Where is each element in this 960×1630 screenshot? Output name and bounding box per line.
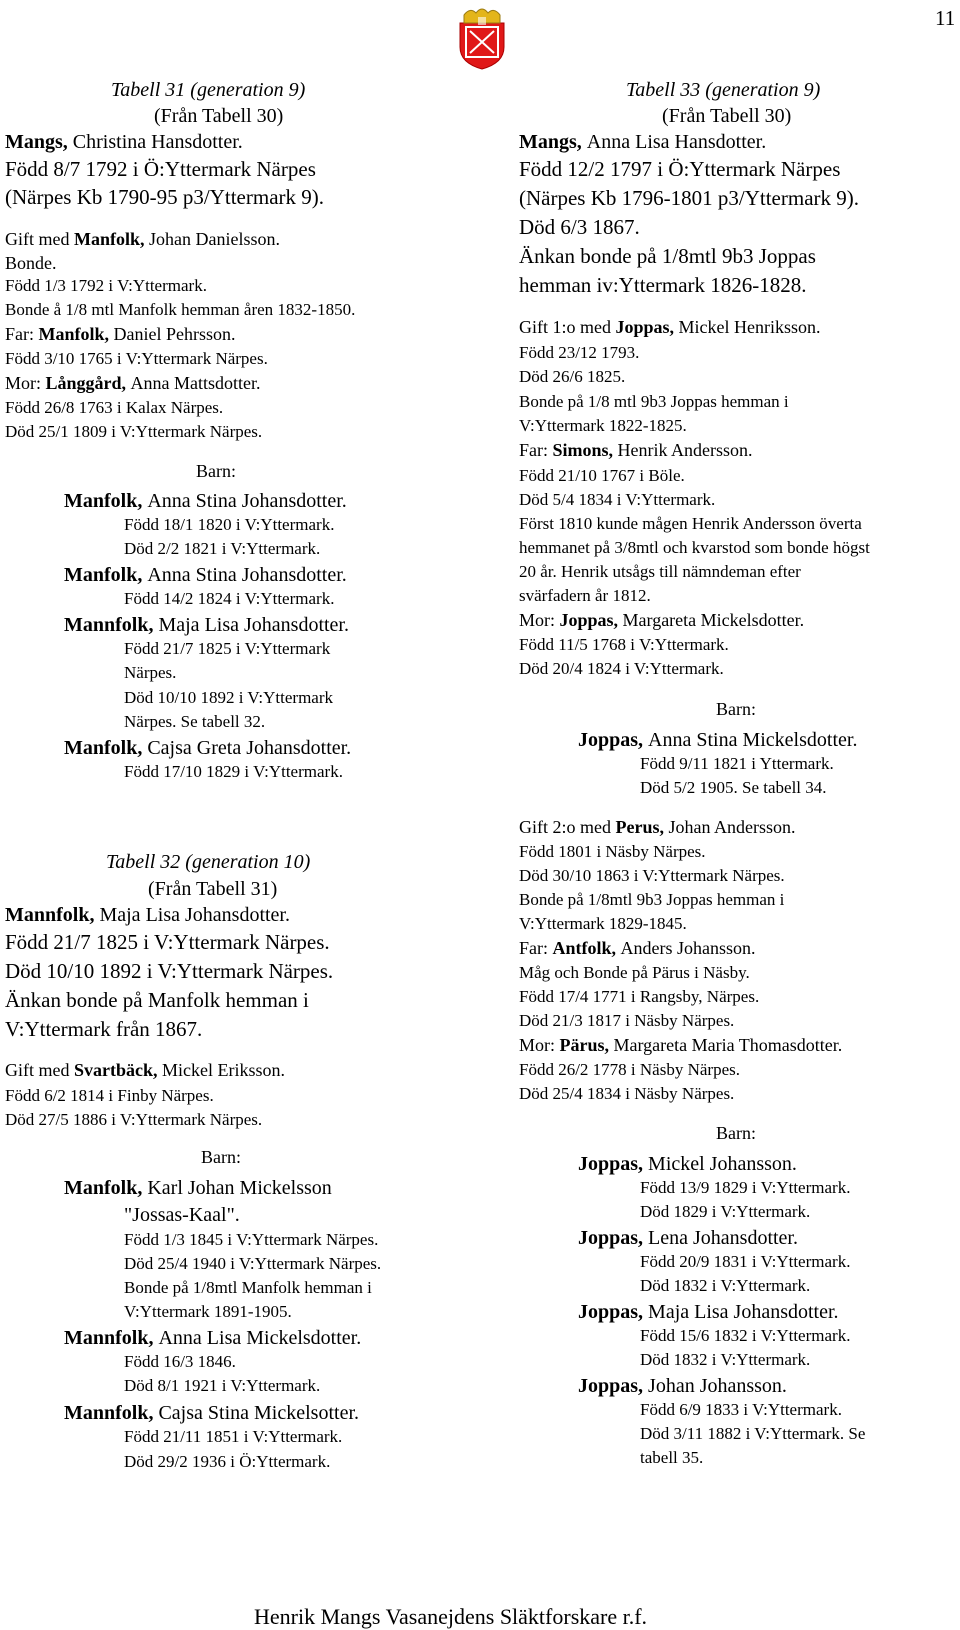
right-text-line (640, 1253, 850, 1270)
surname: Mangs, (519, 131, 587, 153)
line-text: Johan Andersson. (668, 817, 796, 837)
line-text: Död 3/11 1882 i V:Yttermark. Se (640, 1424, 866, 1443)
right-text-line (519, 1012, 734, 1029)
right-text-line (519, 393, 789, 410)
right-text-line (519, 368, 625, 385)
line-text: Lena Johansdotter. (648, 1227, 798, 1249)
left-text-line (5, 325, 236, 343)
left-text-line (124, 590, 334, 607)
line-text: Anna Stina Johansdotter. (147, 490, 347, 512)
right-text-line (519, 344, 639, 361)
left-text-line (124, 664, 176, 681)
line-text: Död 20/4 1824 i V:Yttermark. (519, 659, 724, 678)
line-text: Född 14/2 1824 i V:Yttermark. (124, 589, 335, 608)
surname: Joppas, (578, 1227, 649, 1249)
right-text-line (640, 779, 827, 796)
line-text: Död 5/2 1905. Se tabell 34. (640, 778, 827, 797)
line-text: Död 25/4 1940 i V:Yttermark Närpes. (124, 1254, 382, 1273)
right-text-line (519, 246, 816, 267)
right-text-line (519, 491, 715, 508)
line-text: Född 23/12 1793. (519, 343, 640, 362)
surname: Manfolk, (74, 229, 150, 249)
right-text-line (640, 1401, 842, 1418)
line-text: Daniel Pehrsson. (113, 324, 236, 344)
line-text: Mickel Johansson. (648, 1153, 797, 1175)
line-text: "Jossas-Kaal". (124, 1204, 240, 1226)
surname: Svartbäck, (74, 1060, 163, 1080)
line-text: Född 21/11 1851 i V:Yttermark. (124, 1427, 343, 1446)
right-text-line (519, 964, 750, 981)
left-text-line (124, 540, 320, 557)
line-text: Änkan bonde på 1/8mtl 9b3 Joppas (519, 244, 816, 268)
surname: Joppas, (559, 610, 623, 630)
right-text-line (640, 1179, 850, 1196)
left-text-line (124, 713, 265, 730)
left-text-line (5, 423, 262, 440)
right-text-line (640, 1351, 810, 1368)
surname: Perus, (615, 817, 669, 837)
right-text-line (519, 939, 756, 957)
left-text-line (5, 1061, 285, 1079)
right-text-line (578, 730, 857, 750)
line-text: Född 1/3 1792 i V:Yttermark. (5, 276, 207, 295)
right-text-line (519, 636, 729, 653)
left-text-line (124, 1205, 240, 1225)
right-text-line (519, 988, 759, 1005)
line-text: hemman iv:Yttermark 1826-1828. (519, 273, 807, 297)
right-text-line (519, 441, 753, 459)
line-text: Närpes. Se tabell 32. (124, 712, 266, 731)
right-text-line (519, 217, 640, 238)
line-prefix: Mor: (519, 610, 560, 630)
right-text-line (519, 563, 801, 580)
line-text: Död 25/1 1809 i V:Yttermark Närpes. (5, 422, 263, 441)
surname: Mangs, (5, 131, 73, 153)
line-text: Död 25/4 1834 i Näsby Närpes. (519, 1084, 735, 1103)
left-text-line (5, 1019, 202, 1040)
left-text-line (64, 1403, 359, 1423)
right-text-line (519, 132, 766, 152)
line-prefix: Gift med (5, 1060, 74, 1080)
surname: Simons, (552, 440, 618, 460)
line-text: (Från Tabell 30) (662, 105, 792, 127)
line-text: Maja Lisa Johansdotter. (648, 1301, 839, 1323)
surname: Manfolk, (38, 324, 114, 344)
line-text: (Från Tabell 30) (154, 105, 284, 127)
left-text-line (5, 350, 268, 367)
right-text-line (640, 1203, 810, 1220)
line-text: Död 1832 i V:Yttermark. (640, 1350, 811, 1369)
line-text: hemmanet på 3/8mtl och kvarstod som bonde högst (519, 538, 870, 557)
right-text-line (519, 467, 685, 484)
left-text-line (5, 1087, 214, 1104)
line-text: Först 1810 kunde mågen Henrik Andersson överta (519, 514, 862, 533)
left-text-line (64, 1178, 332, 1198)
left-text-line (111, 80, 305, 100)
right-text-line (519, 587, 651, 604)
left-text-line (5, 187, 324, 208)
right-text-line (519, 318, 821, 336)
line-text: Född 6/2 1814 i Finby Närpes. (5, 1086, 214, 1105)
surname: Mannfolk, (64, 1402, 159, 1424)
line-text: (Närpes Kb 1796-1801 p3/Yttermark 9). (519, 186, 859, 210)
left-text-line (64, 615, 349, 635)
line-prefix: Far: (5, 324, 39, 344)
left-text-line (124, 516, 334, 533)
line-text: Född 3/10 1765 i V:Yttermark Närpes. (5, 349, 268, 368)
line-text: 20 år. Henrik utsågs till nämndeman efter (519, 562, 801, 581)
line-text: Anders Johansson. (620, 938, 756, 958)
coat-of-arms-icon (456, 5, 508, 71)
surname: Joppas, (578, 729, 649, 751)
line-text: Född 12/2 1797 i Ö:Yttermark Närpes (519, 157, 841, 181)
line-text: Död 8/1 1921 i V:Yttermark. (124, 1376, 321, 1395)
right-text-line (578, 1376, 787, 1396)
right-text-line (640, 1277, 810, 1294)
surname: Joppas, (578, 1375, 649, 1397)
line-text: Född 26/2 1778 i Näsby Närpes. (519, 1060, 740, 1079)
line-text: Född 17/4 1771 i Rangsby, Närpes. (519, 987, 760, 1006)
line-prefix: Far: (519, 938, 553, 958)
line-text: Tabell 31 (generation 9) (111, 79, 306, 101)
line-text: Död 1829 i V:Yttermark. (640, 1202, 811, 1221)
line-text: Död 27/5 1886 i V:Yttermark Närpes. (5, 1110, 263, 1129)
right-text-line (519, 1085, 734, 1102)
line-text: Mickel Eriksson. (162, 1060, 286, 1080)
line-prefix: Gift med (5, 229, 74, 249)
line-text: Maja Lisa Johansdotter. (99, 904, 290, 926)
line-text: Död 1832 i V:Yttermark. (640, 1276, 811, 1295)
line-text: Död 5/4 1834 i V:Yttermark. (519, 490, 716, 509)
surname: Joppas, (578, 1153, 649, 1175)
line-text: Född 17/10 1829 i V:Yttermark. (124, 762, 343, 781)
line-text: (Från Tabell 31) (148, 878, 278, 900)
line-text: Född 1801 i Näsby Närpes. (519, 842, 706, 861)
line-text: Död 10/10 1892 i V:Yttermark (124, 688, 334, 707)
line-text: Född 21/10 1767 i Böle. (519, 466, 685, 485)
line-text: Död 21/3 1817 i Näsby Närpes. (519, 1011, 735, 1030)
line-text: Tabell 33 (generation 9) (626, 79, 821, 101)
right-text-line (578, 1302, 839, 1322)
left-text-line (5, 254, 57, 272)
line-text: Född 16/3 1846. (124, 1352, 236, 1371)
right-text-line (578, 1228, 798, 1248)
page-footer: Henrik Mangs Vasanejdens Släktforskare r.f. (254, 1604, 648, 1629)
line-text: Margareta Mickelsdotter. (622, 610, 805, 630)
line-text: V:Yttermark från 1867. (5, 1017, 203, 1041)
right-text-line (716, 700, 756, 718)
line-text: Född 13/9 1829 i V:Yttermark. (640, 1178, 851, 1197)
line-text: V:Yttermark 1822-1825. (519, 416, 687, 435)
line-text: Johan Johansson. (648, 1375, 787, 1397)
line-text: Bonde på 1/8mtl 9b3 Joppas hemman i (519, 890, 785, 909)
left-text-line (5, 399, 223, 416)
surname: Manfolk, (64, 490, 148, 512)
line-prefix: Gift 1:o med (519, 317, 616, 337)
line-text: Född 8/7 1792 i Ö:Yttermark Närpes (5, 157, 316, 181)
left-text-line (5, 277, 207, 294)
line-text: Anna Lisa Hansdotter. (586, 131, 767, 153)
left-text-line (124, 1353, 236, 1370)
left-text-line (5, 1111, 262, 1128)
line-text: V:Yttermark 1829-1845. (519, 914, 687, 933)
line-text: Cajsa Stina Mickelsotter. (158, 1402, 359, 1424)
left-text-line (124, 689, 333, 706)
left-text-line (124, 1255, 381, 1272)
left-text-line (5, 301, 355, 318)
line-text: Christina Hansdotter. (72, 131, 243, 153)
line-text: Bonde å 1/8 mtl Manfolk hemman åren 1832-1850. (5, 300, 356, 319)
left-text-line (124, 1428, 342, 1445)
line-text: Barn: (196, 461, 236, 481)
right-text-line (640, 755, 834, 772)
left-text-line (5, 990, 309, 1011)
line-text: svärfadern år 1812. (519, 586, 651, 605)
left-text-line (64, 738, 351, 758)
surname: Joppas, (615, 317, 679, 337)
left-text-line (154, 106, 283, 126)
left-text-line (124, 1453, 330, 1470)
right-text-line (519, 1061, 740, 1078)
right-text-line (662, 106, 791, 126)
line-text: Barn: (716, 1123, 756, 1143)
left-text-line (124, 763, 343, 780)
line-text: Närpes. (124, 663, 177, 682)
right-text-line (716, 1124, 756, 1142)
left-text-line (5, 132, 243, 152)
left-text-line (148, 879, 277, 899)
right-text-line (519, 539, 870, 556)
line-text: Anna Stina Johansdotter. (147, 564, 347, 586)
right-text-line (519, 188, 859, 209)
left-text-line (201, 1148, 241, 1166)
right-text-line (626, 80, 820, 100)
line-text: Död 6/3 1867. (519, 215, 640, 239)
line-text: Född 20/9 1831 i V:Yttermark. (640, 1252, 851, 1271)
left-text-line (64, 565, 347, 585)
line-text: Maja Lisa Johansdotter. (158, 614, 349, 636)
left-text-line (5, 961, 333, 982)
line-text: Född 11/5 1768 i V:Yttermark. (519, 635, 729, 654)
line-text: Född 6/9 1833 i V:Yttermark. (640, 1400, 842, 1419)
left-text-line (196, 462, 236, 480)
line-text: tabell 35. (640, 1448, 704, 1467)
right-text-line (519, 818, 796, 836)
line-text: Död 2/2 1821 i V:Yttermark. (124, 539, 321, 558)
right-text-line (640, 1449, 703, 1466)
right-text-line (519, 611, 804, 629)
page-number: 11 (935, 6, 956, 30)
line-text: Bonde. (5, 253, 57, 273)
line-text: Anna Mattsdotter. (130, 373, 261, 393)
right-text-line (519, 417, 687, 434)
surname: Mannfolk, (64, 614, 159, 636)
line-text: Född 21/7 1825 i V:Yttermark Närpes. (5, 930, 330, 954)
line-text: Johan Danielsson. (149, 229, 280, 249)
right-text-line (519, 891, 784, 908)
left-text-line (64, 491, 347, 511)
line-text: Född 9/11 1821 i Yttermark. (640, 754, 834, 773)
line-text: Änkan bonde på Manfolk hemman i (5, 988, 309, 1012)
line-text: Cajsa Greta Johansdotter. (147, 737, 352, 759)
right-text-line (640, 1425, 865, 1442)
left-text-line (64, 1328, 361, 1348)
line-prefix: Mor: (519, 1035, 560, 1055)
line-text: Död 26/6 1825. (519, 367, 626, 386)
line-text: Bonde på 1/8mtl Manfolk hemman i (124, 1278, 372, 1297)
left-text-line (5, 374, 261, 392)
surname: Manfolk, (64, 564, 148, 586)
line-text: Född 1/3 1845 i V:Yttermark Närpes. (124, 1230, 379, 1249)
left-text-line (5, 159, 316, 180)
right-text-line (519, 275, 807, 296)
right-text-line (519, 915, 687, 932)
right-text-line (519, 660, 724, 677)
line-text: Bonde på 1/8 mtl 9b3 Joppas hemman i (519, 392, 789, 411)
surname: Långgård, (45, 373, 131, 393)
line-text: Tabell 32 (generation 10) (106, 851, 311, 873)
surname: Manfolk, (64, 737, 148, 759)
line-prefix: Gift 2:o med (519, 817, 616, 837)
left-text-line (106, 852, 310, 872)
line-text: Anna Stina Mickelsdotter. (648, 729, 858, 751)
line-text: (Närpes Kb 1790-95 p3/Yttermark 9). (5, 185, 324, 209)
line-text: Barn: (716, 699, 756, 719)
surname: Mannfolk, (64, 1327, 159, 1349)
left-text-line (5, 230, 280, 248)
line-text: Död 30/10 1863 i V:Yttermark Närpes. (519, 866, 785, 885)
right-text-line (519, 515, 862, 532)
line-prefix: Far: (519, 440, 553, 460)
left-text-line (124, 1303, 292, 1320)
surname: Pärus, (559, 1035, 614, 1055)
right-text-line (578, 1154, 797, 1174)
left-text-line (124, 1279, 372, 1296)
surname: Antfolk, (552, 938, 621, 958)
line-text: V:Yttermark 1891-1905. (124, 1302, 292, 1321)
line-text: Margareta Maria Thomasdotter. (613, 1035, 843, 1055)
line-text: Måg och Bonde på Pärus i Näsby. (519, 963, 750, 982)
left-text-line (5, 932, 330, 953)
left-text-line (124, 1231, 378, 1248)
surname: Mannfolk, (5, 904, 100, 926)
right-text-line (519, 867, 785, 884)
line-text: Henrik Andersson. (617, 440, 753, 460)
line-text: Född 26/8 1763 i Kalax Närpes. (5, 398, 224, 417)
line-text: Barn: (201, 1147, 241, 1167)
line-text: Död 10/10 1892 i V:Yttermark Närpes. (5, 959, 334, 983)
line-prefix: Mor: (5, 373, 46, 393)
line-text: Född 18/1 1820 i V:Yttermark. (124, 515, 335, 534)
line-text: Född 21/7 1825 i V:Yttermark (124, 639, 331, 658)
right-text-line (519, 159, 840, 180)
surname: Manfolk, (64, 1177, 148, 1199)
left-text-line (124, 640, 330, 657)
line-text: Anna Lisa Mickelsdotter. (158, 1327, 362, 1349)
surname: Joppas, (578, 1301, 649, 1323)
right-text-line (519, 843, 706, 860)
line-text: Född 15/6 1832 i V:Yttermark. (640, 1326, 851, 1345)
line-text: Död 29/2 1936 i Ö:Yttermark. (124, 1452, 331, 1471)
left-text-line (124, 1377, 320, 1394)
right-text-line (640, 1327, 850, 1344)
line-text: Karl Johan Mickelsson (147, 1177, 332, 1199)
right-text-line (519, 1036, 842, 1054)
line-text: Mickel Henriksson. (678, 317, 821, 337)
left-text-line (5, 905, 290, 925)
